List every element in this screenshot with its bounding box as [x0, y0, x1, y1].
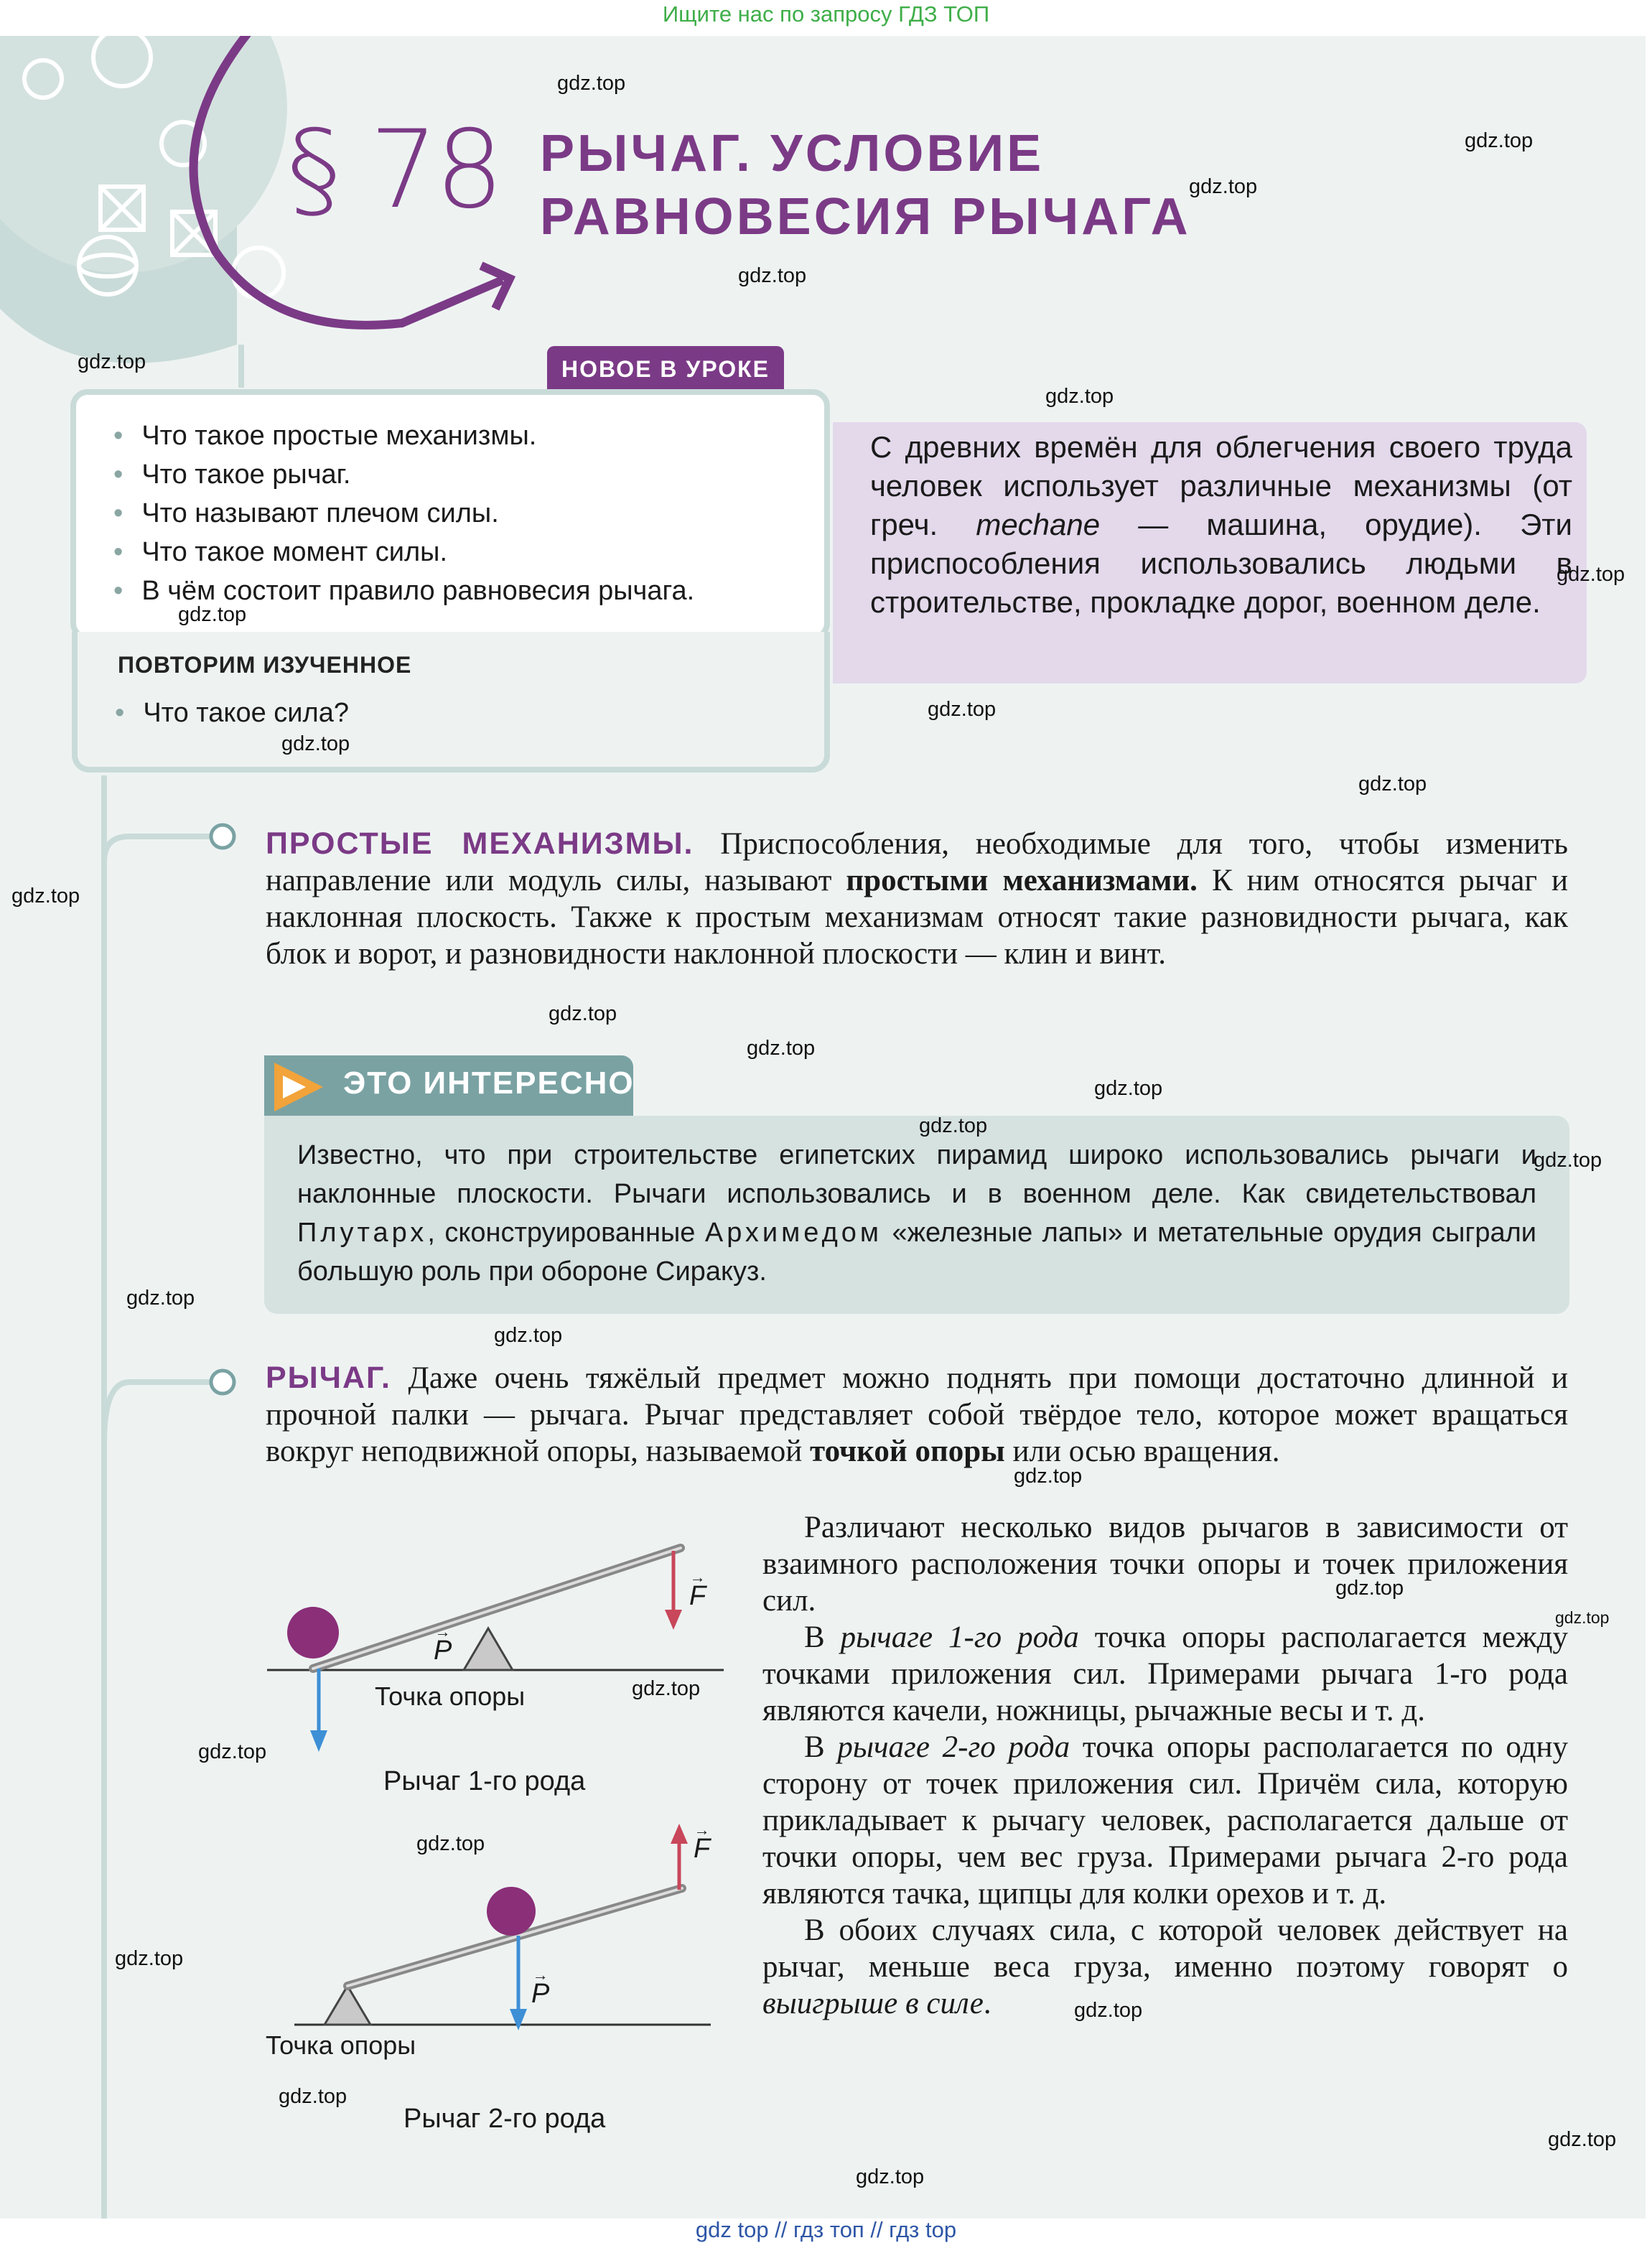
fulcrum-triangle	[464, 1628, 513, 1670]
interesting-label: ЭТО ИНТЕРЕСНО	[343, 1065, 635, 1101]
paragraph: В рычаге 2-го рода точка опоры располагается по одну сторону от точек приложения сил. Причём сила, которую прикладывает к рычагу человек, располагается дальше от точки опоры, чем вес груза. Примерами рычага 2-го рода являются тачка, щипцы для колки орехов и т. д.	[762, 1730, 1568, 1911]
figure-caption: Рычаг 1-го рода	[383, 1766, 586, 1796]
watermark: gdz.top	[1465, 129, 1534, 152]
section-marker	[211, 825, 234, 848]
watermark: gdz.top	[126, 1287, 195, 1310]
list-item: • В чём состоит правило равновесия рычага.	[113, 572, 694, 610]
watermark: gdz.top	[494, 1324, 563, 1347]
fulcrum-label: Точка опоры	[266, 2030, 416, 2060]
section-heading: ПРОСТЫЕ МЕХАНИЗМЫ.	[266, 826, 694, 861]
watermark: gdz.top	[1014, 1465, 1083, 1488]
watermark: gdz.top	[549, 1002, 617, 1025]
lever-1st-class-figure	[258, 1529, 761, 1773]
watermark: gdz.top	[11, 885, 80, 908]
watermark: gdz.top	[747, 1037, 816, 1060]
interesting-text: Известно, что при строительстве египетских пирамид широко использовались рычаги и наклонные плоскости. Рычаги использовались и в военном деле. Как свидетельствовал Плутарх, сконструированные Архимедом «железные лапы» и метательные орудия сыграли большую роль при обороне Сиракуз.	[297, 1140, 1536, 1287]
fulcrum-triangle	[325, 1986, 370, 2025]
top-banner[interactable]: Ищите нас по запросу ГДЗ ТОП	[662, 1, 990, 27]
vector-arrow-icon: →	[532, 1966, 549, 1984]
watermark: gdz.top	[1189, 175, 1258, 198]
watermark: gdz.top	[557, 72, 626, 95]
watermark: gdz.top	[1548, 2128, 1617, 2151]
section-marker	[211, 1371, 234, 1394]
watermark: gdz.top	[78, 350, 146, 373]
paragraph: В рычаге 1-го рода точка опоры располагается между точками приложения сил. Примерами рычага 1-го рода являются качели, ножницы, рычажные весы и т. д.	[762, 1620, 1569, 1727]
watermark: gdz.top	[738, 264, 807, 287]
section-number: § 78	[287, 108, 501, 233]
watermark: gdz.top	[1534, 1149, 1602, 1172]
gear-circle-bg	[0, 36, 287, 273]
figure-caption: Рычаг 2-го рода	[403, 2104, 606, 2134]
paragraph: Различают несколько видов рычагов в зависимости от взаимного расположения точки опоры и точек приложения сил.	[762, 1511, 1568, 1618]
paragraph: В обоих случаях сила, с которой человек действует на рычаг, меньше веса груза, именно поэтому говорят о выигрыше в силе.	[762, 1913, 1568, 2020]
page-title	[540, 122, 1191, 248]
watermark: gdz.top	[178, 603, 247, 626]
list-item: • Что такое рычаг.	[113, 455, 694, 494]
title-line: РЫЧАГ. УСЛОВИЕ	[540, 125, 1045, 182]
title-line: РАВНОВЕСИЯ РЫЧАГА	[540, 188, 1191, 246]
watermark: gdz.top	[1335, 1577, 1404, 1600]
list-item: • Что такое момент силы.	[113, 533, 694, 572]
watermark: gdz.top	[198, 1740, 267, 1763]
list-item: • Что такое простые механизмы.	[113, 416, 694, 455]
lever-paragraph: РЫЧАГ. Даже очень тяжёлый предмет можно поднять при помощи достаточно длинной и прочной палки — рычага. Рычаг представляет собой твёрдое тело, которое может вращаться вокруг неподвижной опоры, называемой точкой опоры или осью вращения.	[266, 1361, 1568, 1468]
load-ball	[487, 1887, 536, 1936]
new-in-lesson-tab: НОВОЕ В УРОКЕ	[547, 346, 784, 391]
weight-vector-label: → P	[531, 1966, 550, 2009]
intro-box	[833, 422, 1587, 684]
weight-vector-label: → P	[434, 1623, 452, 1666]
watermark: gdz.top	[281, 732, 350, 755]
watermark: gdz.top	[928, 698, 997, 721]
watermark: gdz.top	[856, 2165, 925, 2188]
list-item: • Что такое сила?	[115, 698, 349, 729]
review-title: ПОВТОРИМ ИЗУЧЕННОЕ	[118, 652, 412, 678]
fulcrum-label: Точка опоры	[375, 1681, 526, 1711]
review-box	[72, 632, 830, 773]
new-in-lesson-list	[113, 416, 694, 610]
watermark: gdz.top	[1074, 1999, 1143, 2022]
force-vector-label: → F	[689, 1568, 706, 1611]
watermark: gdz.top	[279, 2085, 347, 2108]
watermark: gdz.top	[115, 1947, 184, 1970]
watermark: gdz.top	[1045, 385, 1114, 408]
vector-arrow-icon: →	[694, 1821, 710, 1839]
play-icon	[270, 1060, 327, 1114]
vector-arrow-icon: →	[434, 1623, 451, 1641]
section-heading: РЫЧАГ.	[266, 1361, 391, 1395]
watermark: gdz.top	[416, 1832, 485, 1855]
force-vector-label: → F	[694, 1821, 711, 1864]
load-ball	[287, 1607, 339, 1659]
intro-text: С древних времён для облегчения своего труда человек использует различные механизмы (от греч. mechane — машина, орудие). Эти приспособления использовались людьми в строительстве, прокладке дорог, военном деле.	[870, 430, 1572, 619]
lever-kinds-text	[762, 1509, 1568, 2022]
watermark: gdz.top	[632, 1677, 701, 1700]
watermark: gdz.top	[1358, 773, 1427, 796]
watermark: gdz.top	[1555, 1608, 1610, 1627]
simple-mechanisms-paragraph: ПРОСТЫЕ МЕХАНИЗМЫ. Приспособления, необходимые для того, чтобы изменить направление или модуль силы, называют простыми механизмами. К ним относятся рычаг и наклонная плоскость. Также к простым механизмам относят такие разновидности рычага, как блок и ворот, и разновидности наклонной плоскости — клин и винт.	[266, 826, 1568, 971]
list-item: • Что называют плечом силы.	[113, 494, 694, 533]
vector-arrow-icon: →	[689, 1568, 706, 1586]
watermark: gdz.top	[1094, 1077, 1163, 1100]
bottom-banner[interactable]: gdz top // гдз топ // гдз top	[695, 2217, 957, 2242]
watermark: gdz.top	[1557, 563, 1625, 586]
watermark: gdz.top	[919, 1114, 988, 1137]
